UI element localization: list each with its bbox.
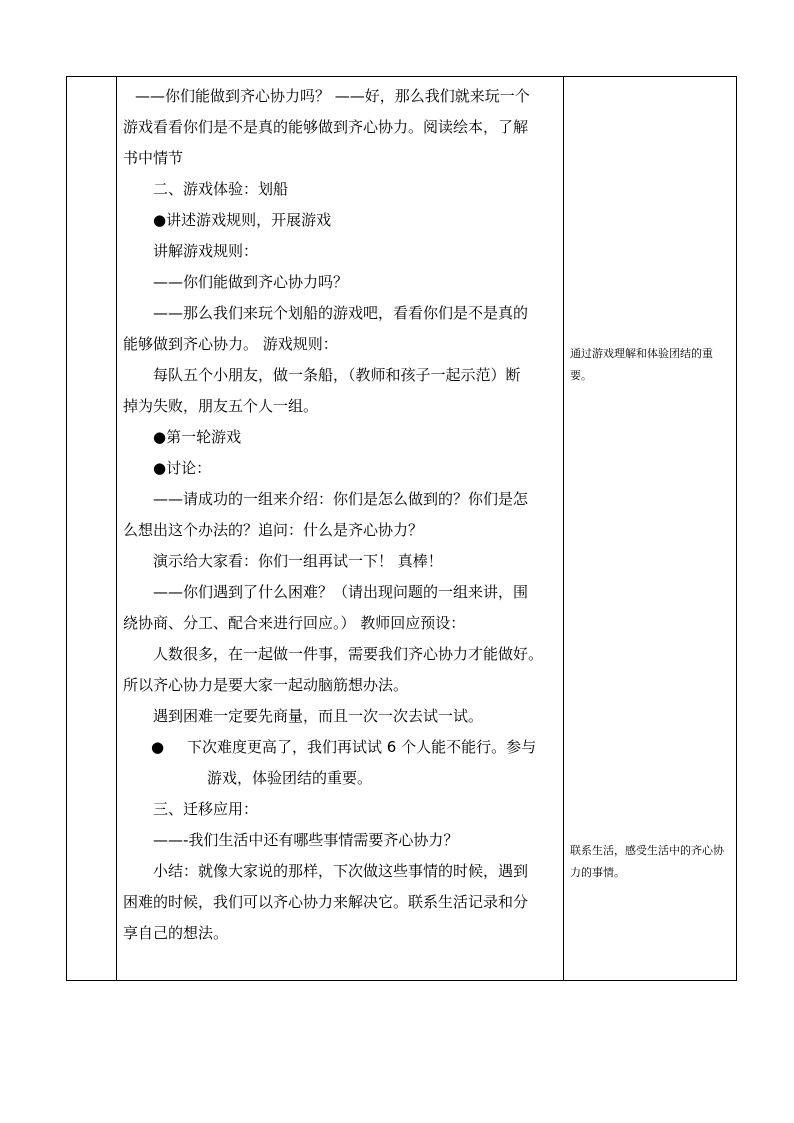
note-life-connection: 联系生活，感受生活中的齐心协力的事情。 xyxy=(570,844,724,879)
section-heading-game: 二、游戏体验：划船 xyxy=(153,180,289,198)
text-line: 所以齐心协力是要大家一起动脑筋想办法。 xyxy=(123,676,409,694)
text-line: 演示给大家看：你们一组再试一下！ 真棒！ xyxy=(153,552,443,570)
text-line: 下次难度更高了，我们再试试 6 个人能不能行。参与 xyxy=(187,738,537,756)
text-line: 每队五个小朋友，做一条船，（教师和孩子一起示范）断 xyxy=(153,366,521,384)
lesson-table xyxy=(66,76,737,981)
text-line: ——那么我们来玩个划船的游戏吧，看看你们是不是真的 xyxy=(153,304,529,322)
text-line: 么想出这个办法的？追问：什么是齐心协力？ xyxy=(123,521,424,539)
text-line: 享自己的想法。 xyxy=(123,924,229,942)
text-line: 人数很多，在一起做一件事，需要我们齐心协力才能做好。 xyxy=(153,645,544,663)
column-divider-right xyxy=(563,77,564,980)
text-line: ——你们能做到齐心协力吗？ xyxy=(153,273,349,291)
text-line: 掉为失败，朋友五个人一组。 xyxy=(123,397,319,415)
text-line: ——请成功的一组来介绍：你们是怎么做到的？你们是怎 xyxy=(153,490,529,508)
activity-process-cell xyxy=(117,77,563,949)
text-line: ——-我们生活中还有哪些事情需要齐心协力？ xyxy=(153,831,459,849)
text-line: 能够做到齐心协力。 游戏规则： xyxy=(123,335,338,353)
text-line: ——你们能做到齐心协力吗？ ——好，那么我们就来玩一个 xyxy=(135,87,530,105)
bullet-item xyxy=(123,732,557,794)
text-line: 书中情节 xyxy=(123,149,184,167)
text-line: 困难的时候，我们可以齐心协力来解决它。联系生活记录和分 xyxy=(123,893,529,911)
text-line: 绕协商、分工、配合来进行回应。） 教师回应预设： xyxy=(123,614,466,632)
text-line: ●第一轮游戏 xyxy=(153,428,242,446)
note-game-purpose: 通过游戏理解和体验团结的重要。 xyxy=(570,347,713,382)
text-line: 小结：就像大家说的那样，下次做这些事情的时候，遇到 xyxy=(153,862,529,880)
text-line: 遇到困难一定要先商量，而且一次一次去试一试。 xyxy=(153,707,484,725)
text-line: ——你们遇到了什么困难？（请出现问题的一组来讲，围 xyxy=(153,583,529,601)
text-line: 游戏看看你们是不是真的能够做到齐心协力。阅读绘本，了解 xyxy=(123,118,529,136)
bullet-icon: ● xyxy=(151,738,165,756)
section-heading-apply: 三、迁移应用： xyxy=(153,800,259,818)
text-line: ●讲述游戏规则，开展游戏 xyxy=(153,211,332,229)
text-line: ●讨论： xyxy=(153,459,212,477)
text-line: 讲解游戏规则： xyxy=(153,242,259,260)
text-line: 游戏，体验团结的重要。 xyxy=(207,769,373,787)
